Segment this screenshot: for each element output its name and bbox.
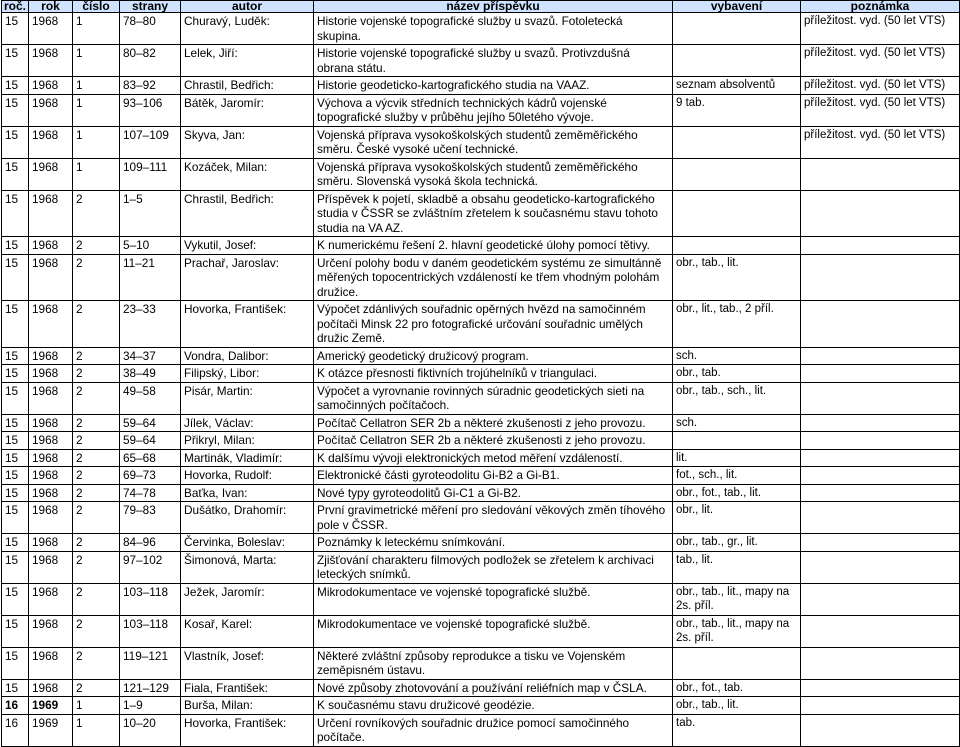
cell-rok: 1968 xyxy=(29,365,73,383)
cell-autor: Filipský, Libor: xyxy=(181,365,314,383)
cell-nazev: Nové typy gyroteodolitů Gi-C1 a Gi-B2. xyxy=(314,484,673,502)
cell-vybaveni: sch. xyxy=(673,347,801,365)
cell-autor: Prachař, Jaroslav: xyxy=(181,254,314,301)
cell-poznamka xyxy=(801,254,960,301)
cell-autor: Přikryl, Milan: xyxy=(181,432,314,450)
cell-vybaveni: tab., lit. xyxy=(673,551,801,583)
cell-cislo: 2 xyxy=(73,534,120,552)
cell-poznamka xyxy=(801,190,960,237)
cell-strany: 74–78 xyxy=(120,484,181,502)
cell-cislo: 2 xyxy=(73,484,120,502)
cell-vybaveni: obr., tab. xyxy=(673,365,801,383)
table-row xyxy=(2,484,960,502)
cell-poznamka xyxy=(801,158,960,190)
cell-cislo: 1 xyxy=(73,158,120,190)
cell-strany: 69–73 xyxy=(120,467,181,485)
cell-poznamka xyxy=(801,365,960,383)
table-row xyxy=(2,647,960,679)
cell-nazev: Elektronické části gyroteodolitu Gi-B2 a Gi-B1. xyxy=(314,467,673,485)
cell-roc: 15 xyxy=(2,583,29,615)
table-row xyxy=(2,254,960,301)
cell-poznamka: příležitost. vyd. (50 let VTS) xyxy=(801,77,960,95)
cell-nazev: Určení polohy bodu v daném geodetickém systému ze simultánně měřených topocentrických vzdáleností ke třem vhodným polohám družice. xyxy=(314,254,673,301)
cell-cislo: 2 xyxy=(73,467,120,485)
cell-cislo: 2 xyxy=(73,347,120,365)
cell-vybaveni: obr., lit. xyxy=(673,502,801,534)
cell-roc: 15 xyxy=(2,534,29,552)
cell-roc: 15 xyxy=(2,551,29,583)
cell-poznamka xyxy=(801,382,960,414)
cell-rok: 1968 xyxy=(29,449,73,467)
cell-rok: 1968 xyxy=(29,301,73,348)
cell-nazev: Počítač Cellatron SER 2b a některé zkušenosti z jeho provozu. xyxy=(314,414,673,432)
cell-strany: 38–49 xyxy=(120,365,181,383)
cell-poznamka: příležitost. vyd. (50 let VTS) xyxy=(801,126,960,158)
table-row xyxy=(2,237,960,255)
cell-roc: 15 xyxy=(2,237,29,255)
cell-nazev: Historie vojenské topografické služby u svazů. Protivzdušná obrana státu. xyxy=(314,45,673,77)
cell-rok: 1968 xyxy=(29,190,73,237)
cell-vybaveni: obr., tab., lit. xyxy=(673,697,801,715)
cell-nazev: Vojenská příprava vysokoškolských studentů zeměměřického směru. Slovenská vysoká škola technická. xyxy=(314,158,673,190)
cell-autor: Kozáček, Milan: xyxy=(181,158,314,190)
cell-autor: Hovorka, František: xyxy=(181,714,314,746)
table-row xyxy=(2,301,960,348)
cell-poznamka xyxy=(801,432,960,450)
cell-autor: Vlastník, Josef: xyxy=(181,647,314,679)
cell-poznamka xyxy=(801,615,960,647)
cell-nazev: Poznámky k leteckému snímkování. xyxy=(314,534,673,552)
cell-roc: 15 xyxy=(2,301,29,348)
cell-strany: 5–10 xyxy=(120,237,181,255)
cell-cislo: 2 xyxy=(73,502,120,534)
cell-roc: 15 xyxy=(2,502,29,534)
cell-vybaveni xyxy=(673,126,801,158)
cell-cislo: 2 xyxy=(73,615,120,647)
cell-rok: 1968 xyxy=(29,502,73,534)
cell-rok: 1968 xyxy=(29,484,73,502)
cell-nazev: Mikrodokumentace ve vojenské topografické službě. xyxy=(314,583,673,615)
cell-poznamka xyxy=(801,583,960,615)
cell-vybaveni: obr., tab., sch., lit. xyxy=(673,382,801,414)
table-row xyxy=(2,679,960,697)
cell-strany: 59–64 xyxy=(120,432,181,450)
cell-roc: 15 xyxy=(2,77,29,95)
table-row xyxy=(2,77,960,95)
cell-cislo: 2 xyxy=(73,679,120,697)
cell-autor: Kosař, Karel: xyxy=(181,615,314,647)
cell-roc: 15 xyxy=(2,414,29,432)
cell-autor: Ježek, Jaromír: xyxy=(181,583,314,615)
cell-rok: 1969 xyxy=(29,714,73,746)
cell-strany: 34–37 xyxy=(120,347,181,365)
cell-cislo: 2 xyxy=(73,237,120,255)
cell-strany: 80–82 xyxy=(120,45,181,77)
cell-vybaveni: lit. xyxy=(673,449,801,467)
cell-rok: 1968 xyxy=(29,347,73,365)
table-row xyxy=(2,414,960,432)
cell-rok: 1968 xyxy=(29,126,73,158)
cell-strany: 49–58 xyxy=(120,382,181,414)
cell-vybaveni xyxy=(673,432,801,450)
cell-strany: 10–20 xyxy=(120,714,181,746)
cell-nazev: Zjišťování charakteru filmových podložek se zřetelem k archivaci leteckých snímků. xyxy=(314,551,673,583)
cell-nazev: Výpočet zdánlivých souřadnic opěrných hvězd na samočinném počítači Minsk 22 pro fotografické určování souřadnic umělých družic Země. xyxy=(314,301,673,348)
cell-autor: Bátěk, Jaromír: xyxy=(181,94,314,126)
cell-nazev: K numerickému řešení 2. hlavní geodetické úlohy pomocí tětivy. xyxy=(314,237,673,255)
cell-poznamka xyxy=(801,502,960,534)
table-row xyxy=(2,467,960,485)
cell-roc: 15 xyxy=(2,615,29,647)
cell-strany: 103–118 xyxy=(120,583,181,615)
cell-autor: Churavý, Luděk: xyxy=(181,13,314,45)
cell-roc: 16 xyxy=(2,714,29,746)
cell-cislo: 2 xyxy=(73,365,120,383)
table-row xyxy=(2,432,960,450)
cell-rok: 1968 xyxy=(29,679,73,697)
cell-vybaveni: obr., fot., tab. xyxy=(673,679,801,697)
cell-vybaveni: fot., sch., lit. xyxy=(673,467,801,485)
cell-nazev: Historie vojenské topografické služby u svazů. Fotoletecká skupina. xyxy=(314,13,673,45)
table-row xyxy=(2,583,960,615)
cell-nazev: Mikrodokumentace ve vojenské topografické službě. xyxy=(314,615,673,647)
bibliography-table xyxy=(1,0,960,747)
cell-strany: 78–80 xyxy=(120,13,181,45)
cell-strany: 83–92 xyxy=(120,77,181,95)
cell-rok: 1968 xyxy=(29,467,73,485)
cell-poznamka: příležitost. vyd. (50 let VTS) xyxy=(801,45,960,77)
cell-autor: Chrastil, Bedřich: xyxy=(181,77,314,95)
cell-rok: 1968 xyxy=(29,647,73,679)
cell-roc: 15 xyxy=(2,13,29,45)
cell-poznamka xyxy=(801,347,960,365)
cell-poznamka xyxy=(801,647,960,679)
cell-cislo: 2 xyxy=(73,432,120,450)
cell-roc: 15 xyxy=(2,432,29,450)
cell-vybaveni xyxy=(673,45,801,77)
cell-poznamka xyxy=(801,237,960,255)
cell-cislo: 2 xyxy=(73,551,120,583)
cell-vybaveni: sch. xyxy=(673,414,801,432)
cell-poznamka: příležitost. vyd. (50 let VTS) xyxy=(801,94,960,126)
cell-rok: 1968 xyxy=(29,13,73,45)
cell-roc: 15 xyxy=(2,679,29,697)
cell-autor: Šimonová, Marta: xyxy=(181,551,314,583)
cell-poznamka xyxy=(801,449,960,467)
cell-nazev: Některé zvláštní způsoby reprodukce a tisku ve Vojenském zeměpisném ústavu. xyxy=(314,647,673,679)
cell-vybaveni: obr., lit., tab., 2 příl. xyxy=(673,301,801,348)
cell-poznamka xyxy=(801,697,960,715)
cell-strany: 79–83 xyxy=(120,502,181,534)
cell-roc: 16 xyxy=(2,697,29,715)
cell-vybaveni: obr., tab., gr., lit. xyxy=(673,534,801,552)
cell-rok: 1968 xyxy=(29,94,73,126)
cell-cislo: 1 xyxy=(73,697,120,715)
cell-cislo: 1 xyxy=(73,13,120,45)
table-row xyxy=(2,126,960,158)
cell-cislo: 2 xyxy=(73,414,120,432)
cell-vybaveni: obr., fot., tab., lit. xyxy=(673,484,801,502)
cell-strany: 97–102 xyxy=(120,551,181,583)
cell-rok: 1968 xyxy=(29,45,73,77)
cell-autor: Hovorka, František: xyxy=(181,301,314,348)
cell-autor: Pisár, Martin: xyxy=(181,382,314,414)
table-row xyxy=(2,714,960,746)
cell-strany: 84–96 xyxy=(120,534,181,552)
cell-poznamka xyxy=(801,484,960,502)
cell-rok: 1968 xyxy=(29,615,73,647)
cell-strany: 103–118 xyxy=(120,615,181,647)
cell-strany: 1–9 xyxy=(120,697,181,715)
table-row xyxy=(2,615,960,647)
cell-roc: 15 xyxy=(2,126,29,158)
cell-strany: 121–129 xyxy=(120,679,181,697)
cell-strany: 59–64 xyxy=(120,414,181,432)
cell-poznamka: příležitost. vyd. (50 let VTS) xyxy=(801,13,960,45)
cell-roc: 15 xyxy=(2,467,29,485)
cell-nazev: První gravimetrické měření pro sledování věkových změn tíhového pole v ČSSR. xyxy=(314,502,673,534)
table-row xyxy=(2,190,960,237)
cell-roc: 15 xyxy=(2,158,29,190)
cell-roc: 15 xyxy=(2,365,29,383)
cell-cislo: 2 xyxy=(73,382,120,414)
cell-cislo: 2 xyxy=(73,254,120,301)
cell-rok: 1968 xyxy=(29,551,73,583)
cell-nazev: Nové způsoby zhotovování a používání reliéfních map v ČSLA. xyxy=(314,679,673,697)
cell-nazev: Určení rovníkových souřadnic družice pomocí samočinného počítače. xyxy=(314,714,673,746)
cell-nazev: Výpočet a vyrovnanie rovinných súradnic geodetických sieti na samočinných počítačoch. xyxy=(314,382,673,414)
table-row xyxy=(2,382,960,414)
table-row xyxy=(2,502,960,534)
table-row xyxy=(2,534,960,552)
header-poznamka: poznámka xyxy=(801,1,960,13)
cell-autor: Jílek, Václav: xyxy=(181,414,314,432)
cell-cislo: 2 xyxy=(73,301,120,348)
cell-roc: 15 xyxy=(2,254,29,301)
cell-autor: Fiala, František: xyxy=(181,679,314,697)
cell-autor: Skyva, Jan: xyxy=(181,126,314,158)
cell-autor: Dušátko, Drahomír: xyxy=(181,502,314,534)
cell-rok: 1968 xyxy=(29,237,73,255)
cell-autor: Burša, Milan: xyxy=(181,697,314,715)
cell-nazev: K otázce přesnosti fiktivních trojúhelníků v triangulaci. xyxy=(314,365,673,383)
cell-cislo: 1 xyxy=(73,45,120,77)
cell-cislo: 1 xyxy=(73,77,120,95)
cell-autor: Vykutil, Josef: xyxy=(181,237,314,255)
table-row xyxy=(2,13,960,45)
cell-vybaveni: obr., tab., lit., mapy na 2s. příl. xyxy=(673,583,801,615)
table-row xyxy=(2,449,960,467)
cell-roc: 15 xyxy=(2,45,29,77)
cell-nazev: K dalšímu vývoji elektronických metod měření vzdáleností. xyxy=(314,449,673,467)
table-row xyxy=(2,347,960,365)
cell-roc: 15 xyxy=(2,449,29,467)
cell-vybaveni: seznam absolventů xyxy=(673,77,801,95)
cell-rok: 1968 xyxy=(29,534,73,552)
cell-strany: 107–109 xyxy=(120,126,181,158)
cell-autor: Martinák, Vladimír: xyxy=(181,449,314,467)
cell-strany: 23–33 xyxy=(120,301,181,348)
cell-nazev: Vojenská příprava vysokoškolských studentů zeměměřického směru. České vysoké učení technické. xyxy=(314,126,673,158)
cell-poznamka xyxy=(801,714,960,746)
cell-strany: 11–21 xyxy=(120,254,181,301)
cell-rok: 1968 xyxy=(29,254,73,301)
cell-vybaveni: obr., tab., lit. xyxy=(673,254,801,301)
cell-nazev: Výchova a výcvik středních technických kádrů vojenské topografické služby v průběhu jejího 50letého vývoje. xyxy=(314,94,673,126)
cell-autor: Baťka, Ivan: xyxy=(181,484,314,502)
cell-cislo: 2 xyxy=(73,190,120,237)
cell-nazev: Počítač Cellatron SER 2b a některé zkušenosti z jeho provozu. xyxy=(314,432,673,450)
header-rok: rok xyxy=(29,1,73,13)
cell-autor: Lelek, Jiří: xyxy=(181,45,314,77)
table-row xyxy=(2,365,960,383)
cell-vybaveni xyxy=(673,237,801,255)
cell-vybaveni: 9 tab. xyxy=(673,94,801,126)
cell-nazev: Příspěvek k pojetí, skladbě a obsahu geodeticko-kartografického studia v ČSSR se zvláštním zřetelem k současnému stavu tohoto studia na VA AZ. xyxy=(314,190,673,237)
cell-cislo: 2 xyxy=(73,583,120,615)
cell-roc: 15 xyxy=(2,647,29,679)
header-row xyxy=(2,1,960,13)
cell-nazev: Historie geodeticko-kartografického studia na VAAZ. xyxy=(314,77,673,95)
cell-poznamka xyxy=(801,534,960,552)
cell-nazev: K současnému stavu družicové geodézie. xyxy=(314,697,673,715)
table-row xyxy=(2,551,960,583)
header-roc: roč. xyxy=(2,1,29,13)
cell-cislo: 1 xyxy=(73,714,120,746)
cell-rok: 1968 xyxy=(29,77,73,95)
cell-vybaveni: tab. xyxy=(673,714,801,746)
cell-vybaveni xyxy=(673,647,801,679)
header-strany: strany xyxy=(120,1,181,13)
table-row xyxy=(2,94,960,126)
cell-roc: 15 xyxy=(2,347,29,365)
cell-roc: 15 xyxy=(2,484,29,502)
table-row xyxy=(2,45,960,77)
cell-rok: 1968 xyxy=(29,414,73,432)
header-autor: autor xyxy=(181,1,314,13)
cell-roc: 15 xyxy=(2,94,29,126)
cell-strany: 65–68 xyxy=(120,449,181,467)
table-row xyxy=(2,158,960,190)
cell-strany: 119–121 xyxy=(120,647,181,679)
cell-poznamka xyxy=(801,467,960,485)
cell-poznamka xyxy=(801,679,960,697)
cell-rok: 1968 xyxy=(29,158,73,190)
cell-strany: 93–106 xyxy=(120,94,181,126)
header-nazev: název příspěvku xyxy=(314,1,673,13)
table-body xyxy=(2,13,960,747)
header-cislo: číslo xyxy=(73,1,120,13)
cell-rok: 1969 xyxy=(29,697,73,715)
cell-cislo: 1 xyxy=(73,126,120,158)
cell-strany: 109–111 xyxy=(120,158,181,190)
cell-roc: 15 xyxy=(2,190,29,237)
cell-vybaveni: obr., tab., lit., mapy na 2s. příl. xyxy=(673,615,801,647)
cell-cislo: 2 xyxy=(73,647,120,679)
cell-vybaveni xyxy=(673,158,801,190)
cell-rok: 1968 xyxy=(29,382,73,414)
cell-autor: Hovorka, Rudolf: xyxy=(181,467,314,485)
cell-poznamka xyxy=(801,301,960,348)
cell-autor: Chrastil, Bedřich: xyxy=(181,190,314,237)
cell-cislo: 2 xyxy=(73,449,120,467)
cell-nazev: Americký geodetický družicový program. xyxy=(314,347,673,365)
cell-autor: Červinka, Boleslav: xyxy=(181,534,314,552)
cell-vybaveni xyxy=(673,190,801,237)
cell-rok: 1968 xyxy=(29,583,73,615)
cell-cislo: 1 xyxy=(73,94,120,126)
header-vybaveni: vybavení xyxy=(673,1,801,13)
cell-strany: 1–5 xyxy=(120,190,181,237)
cell-roc: 15 xyxy=(2,382,29,414)
cell-poznamka xyxy=(801,551,960,583)
table-row xyxy=(2,697,960,715)
cell-poznamka xyxy=(801,414,960,432)
cell-rok: 1968 xyxy=(29,432,73,450)
cell-vybaveni xyxy=(673,13,801,45)
cell-autor: Vondra, Dalibor: xyxy=(181,347,314,365)
